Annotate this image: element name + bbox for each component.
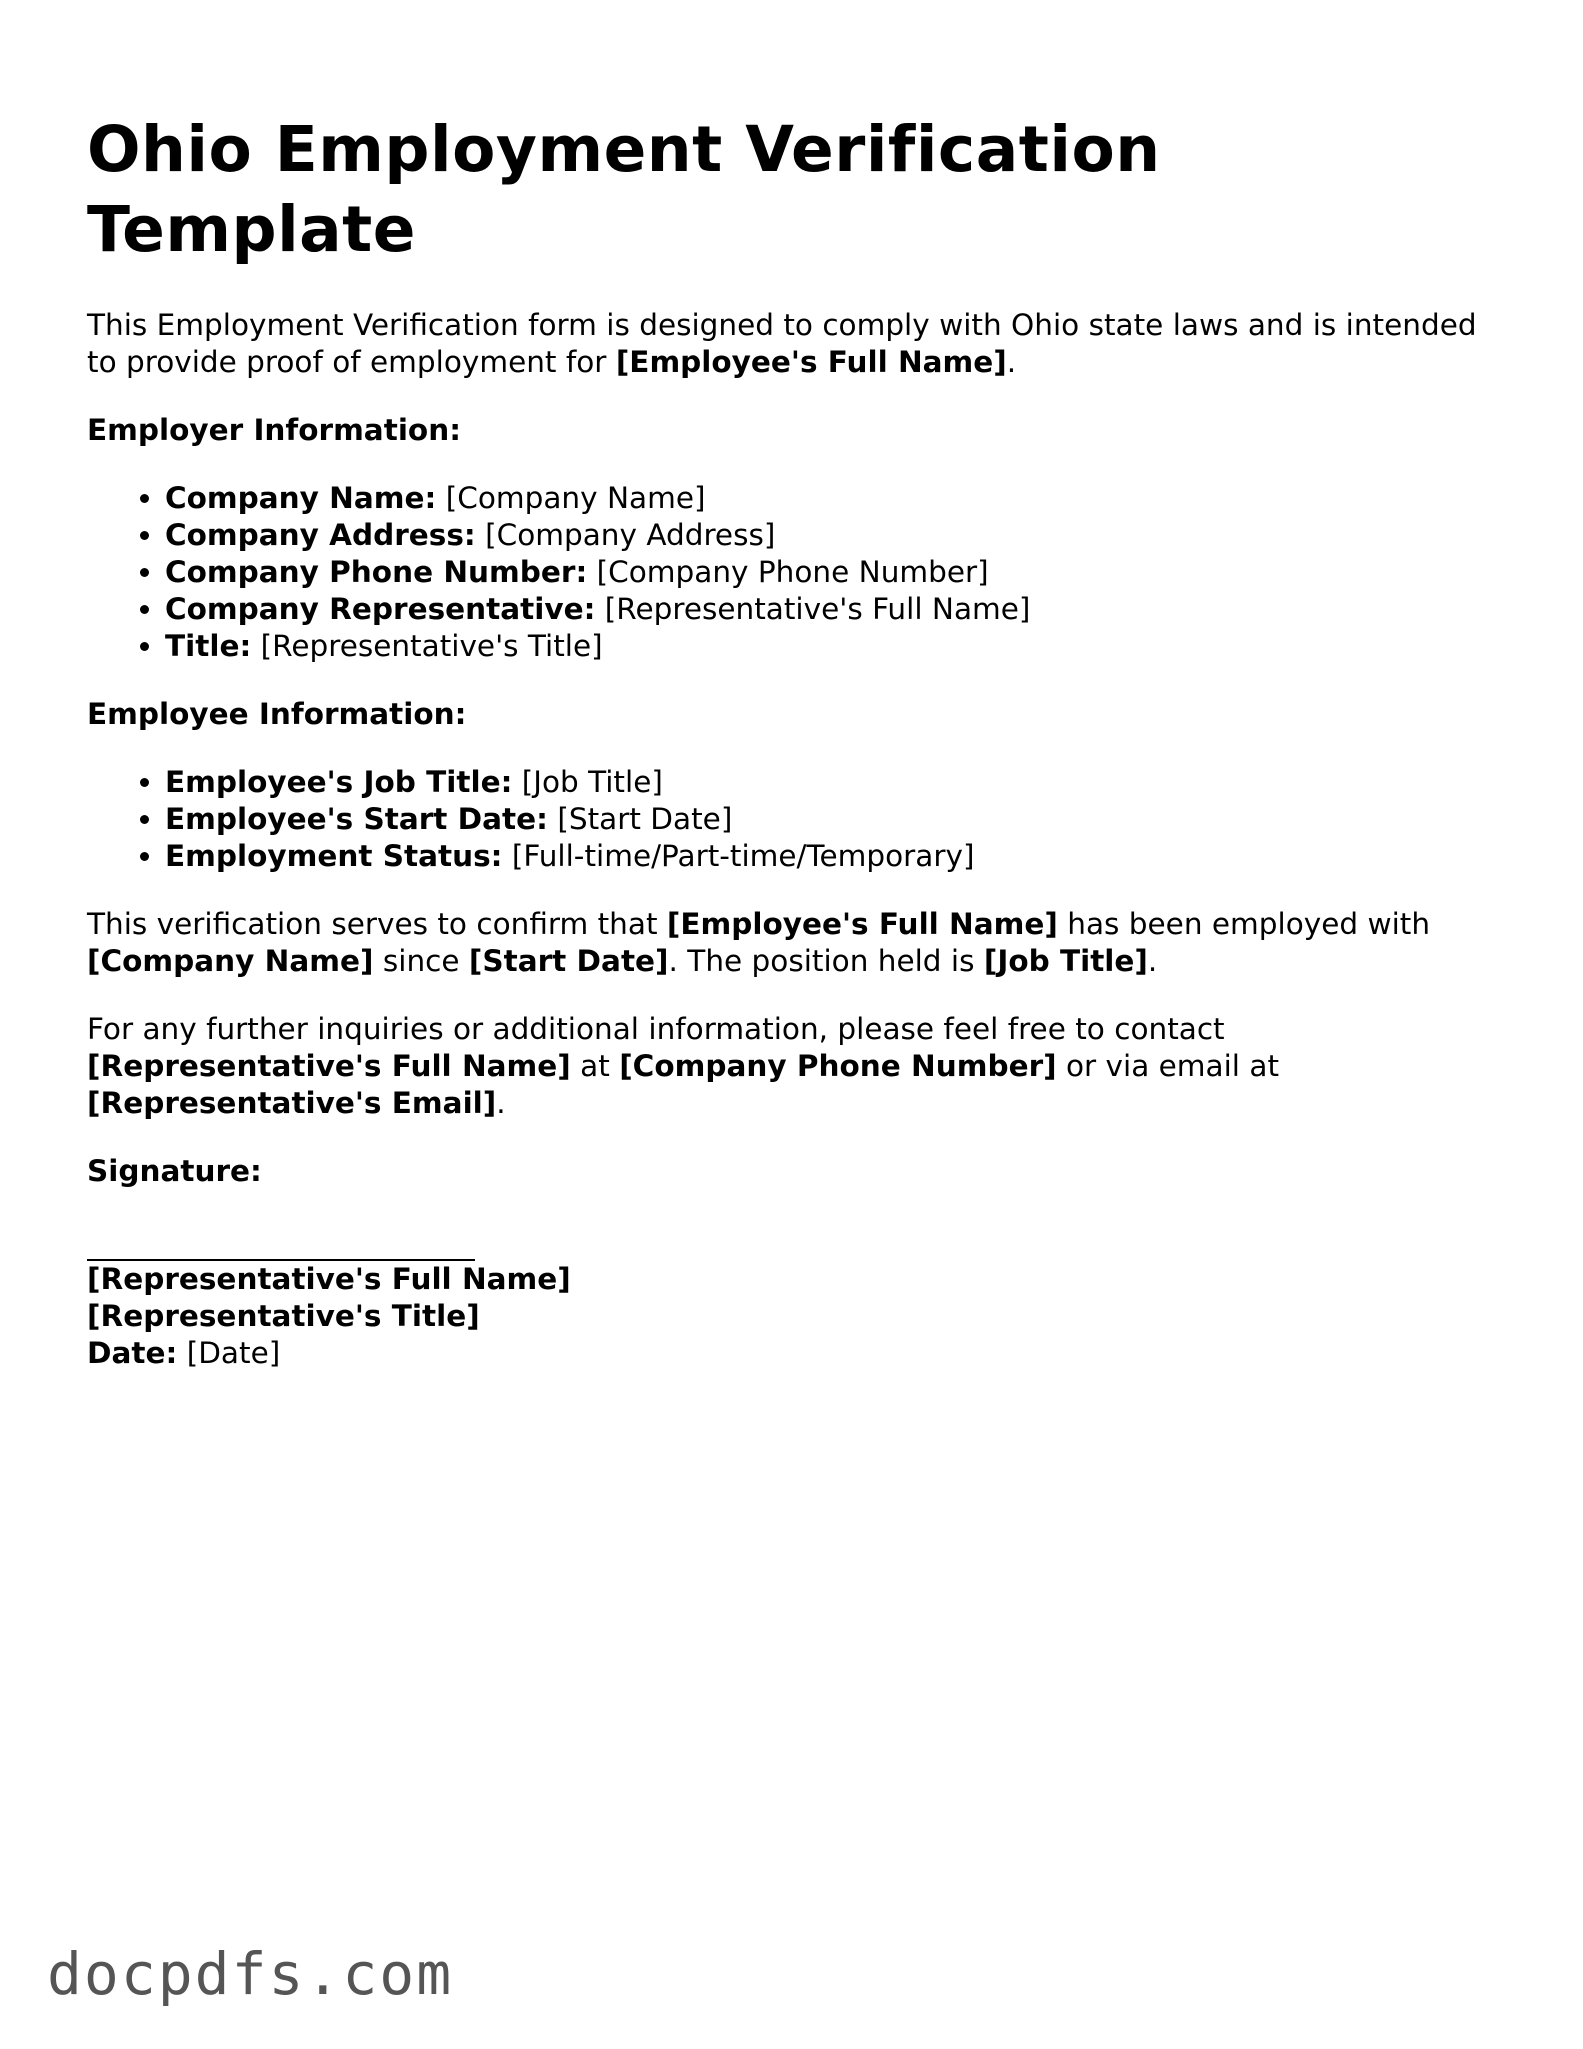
confirmation-employee-name: [Employee's Full Name] [666, 907, 1058, 941]
date-label: Date: [87, 1336, 178, 1370]
contact-email: [Representative's Email] [87, 1086, 497, 1120]
item-label: Company Name: [165, 481, 437, 515]
contact-phone: [Company Phone Number] [619, 1049, 1057, 1083]
signature-name [87, 1261, 1507, 1298]
document-page [87, 110, 1507, 1372]
contact-text: . [496, 1086, 506, 1120]
list-item [165, 480, 1507, 517]
list-item [165, 628, 1507, 665]
signature-title [87, 1298, 1507, 1335]
item-value: [Company Phone Number] [596, 555, 989, 589]
signature-date [87, 1335, 1507, 1372]
signature-name-text: [Representative's Full Name] [87, 1262, 571, 1296]
item-value: [Full-time/Part-time/Temporary] [511, 839, 975, 873]
contact-text: at [570, 1049, 620, 1083]
item-value: [Company Name] [445, 481, 706, 515]
intro-employee-name: [Employee's Full Name] [615, 345, 1007, 379]
contact-paragraph [87, 1011, 1507, 1122]
confirmation-job-title: [Job Title] [983, 944, 1148, 978]
contact-rep-name: [Representative's Full Name] [87, 1049, 571, 1083]
signature-title-text: [Representative's Title] [87, 1299, 480, 1333]
confirmation-company-name: [Company Name] [87, 944, 374, 978]
employer-heading: Employer Information: [87, 413, 461, 447]
document-title: Ohio Employment Verification Template [87, 113, 1161, 266]
item-value: [Company Address] [485, 518, 776, 552]
confirmation-text: has been employed with [1057, 907, 1431, 941]
item-value: [Representative's Title] [260, 629, 603, 663]
intro-period: . [1006, 345, 1017, 379]
list-item [165, 764, 1507, 801]
list-item [165, 801, 1507, 838]
item-label: Employment Status: [165, 839, 503, 873]
item-value: [Start Date] [557, 802, 733, 836]
signature-block [87, 1261, 1507, 1372]
contact-text: For any further inquiries or additional information, please feel free to contact [87, 1012, 1225, 1046]
confirmation-start-date: [Start Date] [468, 944, 669, 978]
confirmation-paragraph [87, 906, 1507, 980]
employee-list [87, 764, 1507, 875]
item-value: [Representative's Full Name] [604, 592, 1031, 626]
watermark-logo: docpdfs.com [47, 1940, 454, 2008]
employee-heading: Employee Information: [87, 697, 467, 731]
item-label: Company Phone Number: [165, 555, 588, 589]
list-item [165, 838, 1507, 875]
signature-heading: Signature: [87, 1154, 262, 1188]
confirmation-text: This verification serves to confirm that [87, 907, 667, 941]
item-label: Company Address: [165, 518, 476, 552]
date-value: [Date] [186, 1336, 281, 1370]
list-item [165, 517, 1507, 554]
employer-list [87, 480, 1507, 665]
intro-paragraph [87, 307, 1507, 381]
signature-line [87, 1227, 475, 1261]
list-item [165, 591, 1507, 628]
confirmation-text: . The position held is [668, 944, 984, 978]
list-item [165, 554, 1507, 591]
intro-text: This Employment Verification form is designed to comply with Ohio state laws and is intended to provide proof of employment for [87, 308, 1477, 379]
item-label: Title: [165, 629, 252, 663]
contact-text: or via email at [1056, 1049, 1280, 1083]
confirmation-text: since [373, 944, 469, 978]
item-label: Employee's Start Date: [165, 802, 548, 836]
item-label: Employee's Job Title: [165, 765, 513, 799]
item-label: Company Representative: [165, 592, 596, 626]
item-value: [Job Title] [521, 765, 663, 799]
confirmation-text: . [1147, 944, 1158, 978]
